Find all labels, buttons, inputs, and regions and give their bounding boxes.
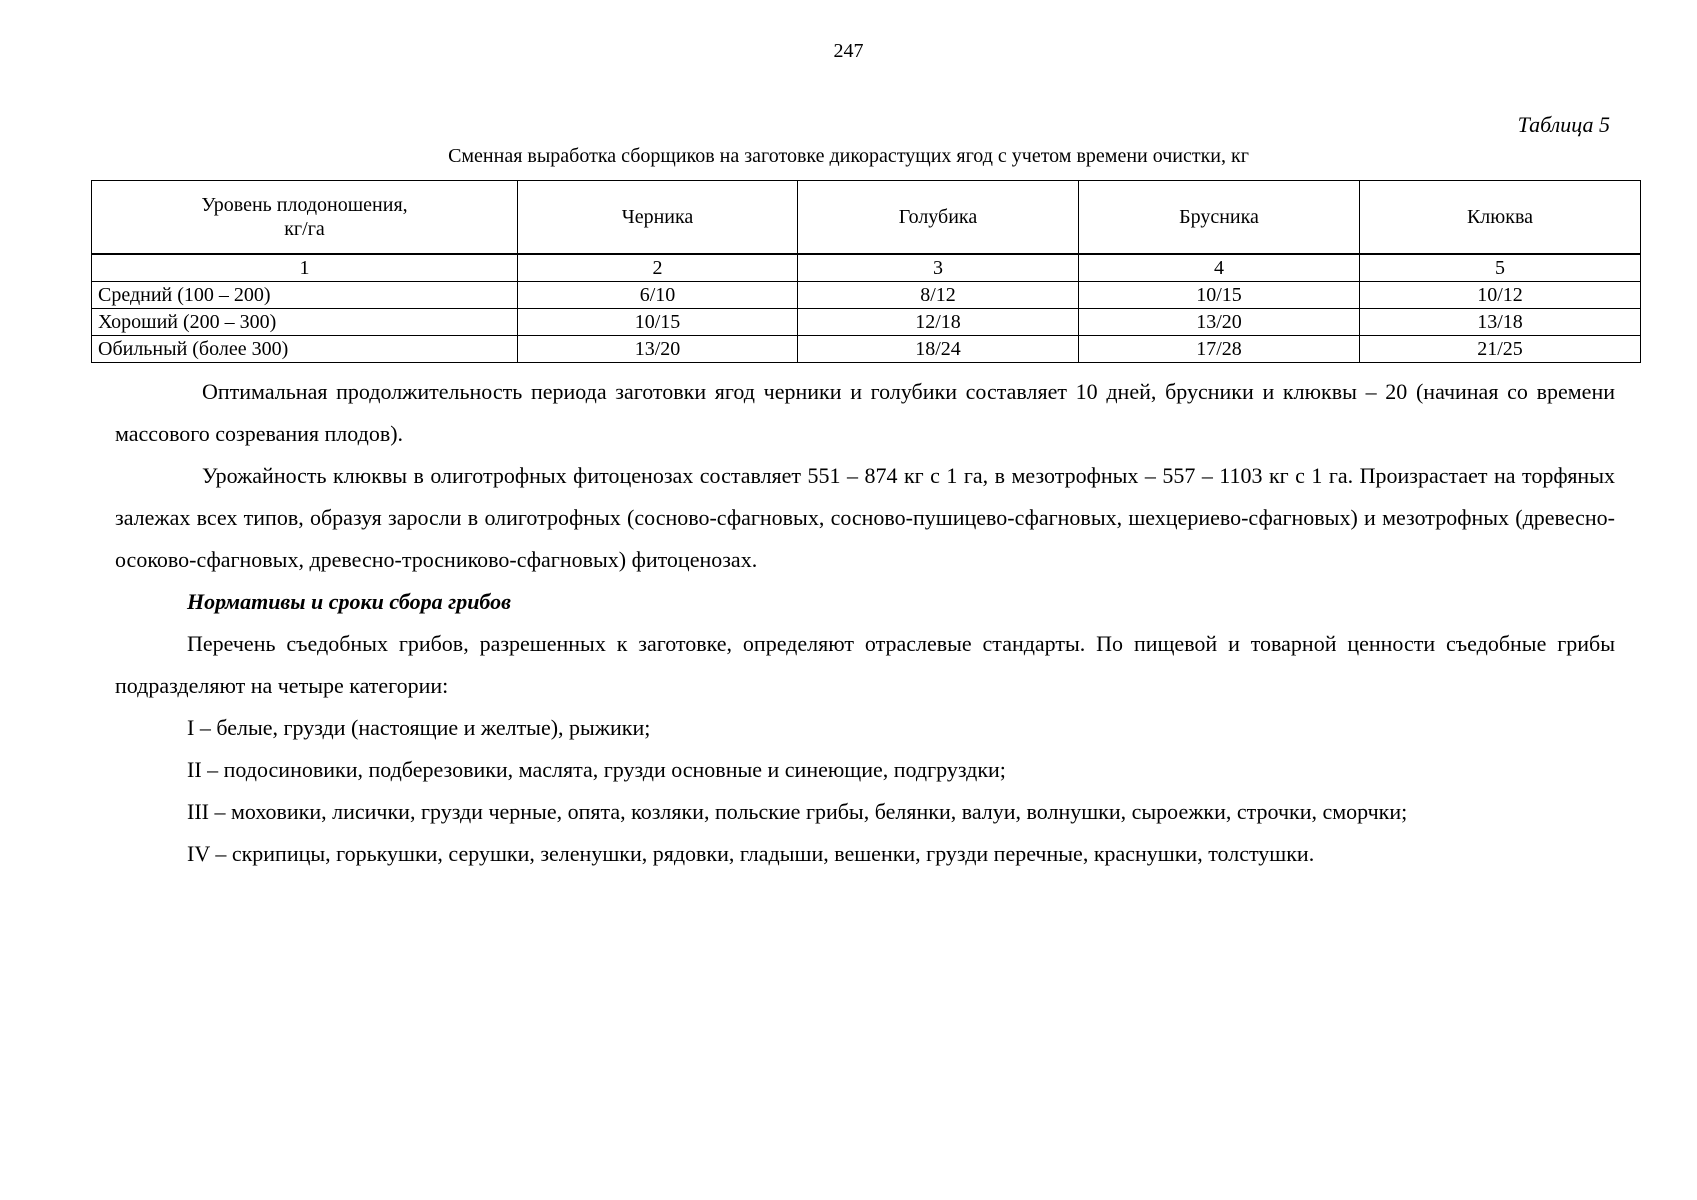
header-fruiting-level-line2: кг/га	[284, 218, 325, 240]
column-number-row	[92, 254, 1641, 282]
table-cell: 10/15	[1079, 282, 1360, 309]
table-cell: 10/15	[518, 309, 798, 336]
table-cell: 21/25	[1360, 336, 1641, 363]
row-label: Хороший (200 – 300)	[92, 309, 518, 336]
header-blueberry: Черника	[518, 181, 798, 255]
table-cell: 8/12	[798, 282, 1079, 309]
table-cell: 10/12	[1360, 282, 1641, 309]
category-4: IV – скрипицы, горькушки, серушки, зеленушки, рядовки, гладыши, вешенки, грузди перечные, краснушки, толстушки.	[187, 841, 1315, 866]
table-cell: 17/28	[1079, 336, 1360, 363]
table-cell: 12/18	[798, 309, 1079, 336]
category-2: II – подосиновики, подберезовики, маслята, грузди основные и синеющие, подгруздки;	[187, 757, 1006, 782]
paragraph-mushroom-standards: Перечень съедобных грибов, разрешенных к заготовке, определяют отраслевые стандарты. По пищевой и товарной ценности съедобные грибы подразделяют на четыре категории:	[115, 631, 1615, 698]
header-fruiting-level-line1: Уровень плодоношения,	[201, 194, 408, 216]
table-cell: 13/18	[1360, 309, 1641, 336]
row-label: Обильный (более 300)	[92, 336, 518, 363]
table-cell: 18/24	[798, 336, 1079, 363]
column-number: 5	[1360, 254, 1641, 282]
category-3: III – моховики, лисички, грузди черные, опята, козляки, польские грибы, белянки, валуи, волнушки, сыроежки, строчки, сморчки;	[187, 799, 1408, 824]
column-number: 1	[92, 254, 518, 282]
body-text	[115, 371, 1615, 875]
table-header-row	[92, 181, 1641, 255]
section-heading: Нормативы и сроки сбора грибов	[187, 589, 511, 614]
table-cell: 13/20	[1079, 309, 1360, 336]
table-cell: 13/20	[518, 336, 798, 363]
page-number: 247	[833, 40, 864, 62]
table-title: Сменная выработка сборщиков на заготовке дикорастущих ягод с учетом времени очистки, кг	[448, 145, 1249, 167]
yield-table	[91, 180, 1641, 363]
table-cell: 6/10	[518, 282, 798, 309]
paragraph-cranberry-yield: Урожайность клюквы в олиготрофных фитоценозах составляет 551 – 874 кг с 1 га, в мезотрофных – 557 – 1103 кг с 1 га. Произрастает на торфяных залежах всех типов, образуя заросли в олиготрофных (сосново-сфагновых, сосново-пушицево-сфагновых, шехцериево-сфагновых) и мезотрофных (древесно-осоково-сфагновых, древесно-тросниково-сфагновых) фитоценозах.	[115, 463, 1615, 572]
header-cranberry: Клюква	[1360, 181, 1641, 255]
header-lingonberry: Брусника	[1079, 181, 1360, 255]
column-number: 3	[798, 254, 1079, 282]
column-number: 4	[1079, 254, 1360, 282]
header-bog-bilberry: Голубика	[798, 181, 1079, 255]
row-label: Средний (100 – 200)	[92, 282, 518, 309]
table-row	[92, 309, 1641, 336]
paragraph-harvest-period: Оптимальная продолжительность периода заготовки ягод черники и голубики составляет 10 дней, брусники и клюквы – 20 (начиная со времени массового созревания плодов).	[115, 379, 1615, 446]
category-1: I – белые, грузди (настоящие и желтые), рыжики;	[187, 715, 651, 740]
table-row	[92, 282, 1641, 309]
table-caption: Таблица 5	[1517, 112, 1610, 137]
header-fruiting-level	[92, 181, 518, 255]
table-row	[92, 336, 1641, 363]
column-number: 2	[518, 254, 798, 282]
